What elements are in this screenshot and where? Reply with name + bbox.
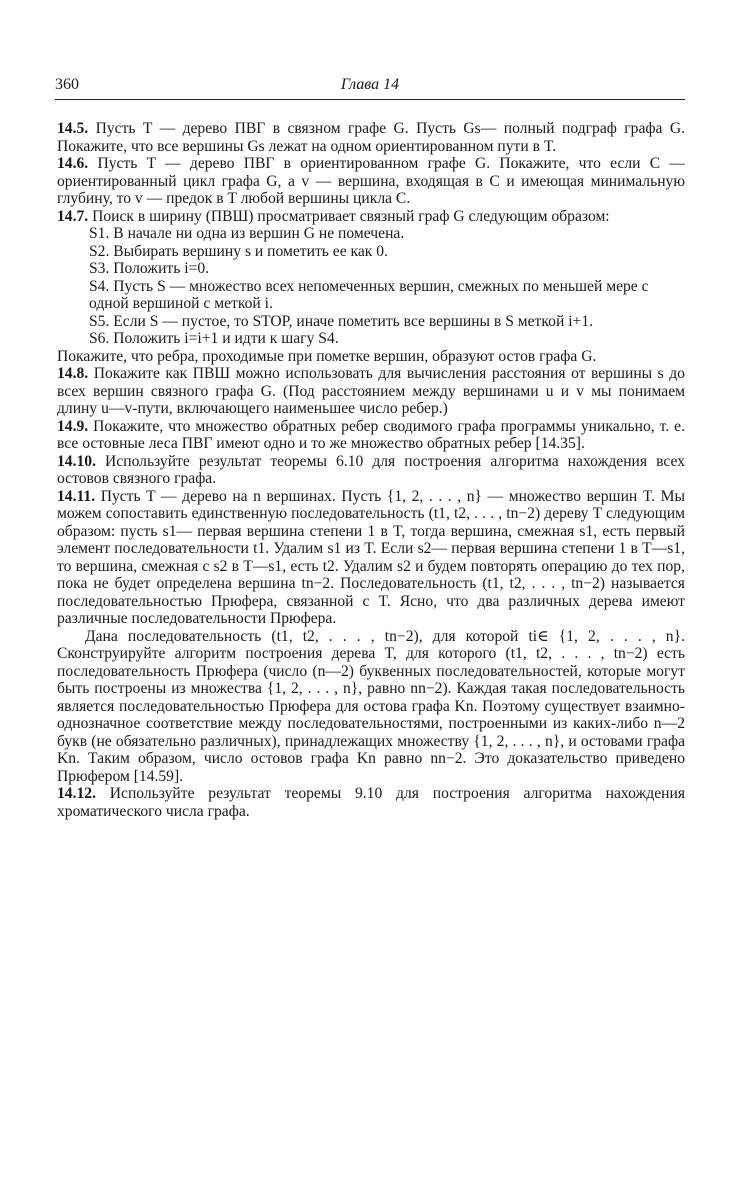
step-s1: S1. В начале ни одна из вершин G не помечена. — [89, 225, 405, 242]
exercise-number: 14.10. — [57, 452, 96, 470]
step-s2: S2. Выбирать вершину s и пометить ее как 0. — [89, 242, 388, 260]
pruefer-paragraph: Дана последовательность (t1, t2, . . . , tn−2), для которой ti∈ {1, 2, . . . , n}. Сконструируйте алгоритм построения дерева T, для которого (t1, t2, . . . , tn−2) есть последовательность Прюфера (число (n—2) буквенных последовательностей, которые могут быть построены из множества {1, 2, . . . , n}, равно nn−2). Каждая такая последовательность является последовательностью Прюфера для остова графа Kn. Поэтому существует взаимно-однозначное соответствие между последовательностями, построенными из каких-либо n—2 букв (не обязательно различных), принадлежащих множеству {1, 2, . . . , n}, и остовами графа Kn. Таким образом, число остовов графа Kn равно nn−2. Это доказательство приведено Прюфером [14.59]. — [57, 627, 685, 785]
exercise-text: Пусть T — дерево ПВГ в ориентированном графе G. Покажите, что если C — ориентированный цикл графа G, a v — вершина, входящая в C и имеющая минимальную глубину, то v — предок в T любой вершины цикла C. — [57, 155, 685, 207]
step-s4: S4. Пусть S — множество всех непомеченных вершин, смежных по меньшей мере с одной вершиной с меткой i. — [89, 277, 649, 312]
exercise-text: Покажите как ПВШ можно использовать для вычисления расстояния от вершины s до всех вершин связного графа G. (Под расстоянием между вершинами u и v мы понимаем длину u—v-пути, включающего наименьшее число ребер.) — [57, 365, 685, 417]
exercise-14-5 — [57, 120, 685, 155]
exercise-text: Покажите, что множество обратных ребер сводимого графа программы уникально, т. е. все остовные леса ПВГ имеют одно и то же множество обратных ребер [14.35]. — [57, 417, 685, 452]
step-s5: S5. Если S — пустое, то STOP, иначе пометить все вершины в S меткой i+1. — [89, 312, 594, 330]
exercise-14-6 — [57, 155, 685, 208]
exercise-14-8 — [57, 365, 685, 418]
page-header — [55, 76, 685, 98]
exercise-14-11 — [57, 488, 685, 628]
exercise-number: 14.6. — [57, 155, 89, 172]
chapter-title: Глава 14 — [340, 76, 400, 93]
exercise-number: 14.5. — [57, 120, 89, 137]
exercise-14-7 — [57, 208, 685, 226]
page-number: 360 — [55, 76, 79, 93]
exercise-number: 14.11. — [57, 487, 96, 505]
exercise-number: 14.9. — [57, 417, 89, 435]
exercise-text: Поиск в ширину (ПВШ) просматривает связный граф G следующим образом: — [92, 207, 610, 225]
exercise-number: 14.12. — [57, 785, 96, 802]
step-s3: S3. Положить i=0. — [89, 260, 210, 277]
exercise-14-9 — [57, 418, 685, 453]
exercise-text: Используйте результат теоремы 6.10 для построения алгоритма нахождения всех остовов связного графа. — [57, 452, 685, 487]
after-steps-text: Покажите, что ребра, проходимые при пометке вершин, образуют остов графа G. — [57, 347, 597, 365]
page-body — [57, 120, 685, 820]
exercise-number: 14.7. — [57, 207, 89, 225]
exercise-text: Используйте результат теоремы 9.10 для построения алгоритма нахождения хроматического числа графа. — [57, 785, 685, 820]
exercise-text: Пусть T — дерево на n вершинах. Пусть {1, 2, . . . , n} — множество вершин T. Мы можем сопоставить единственную последовательность (t1, t2, . . . , tn−2) дереву T следующим образом: пусть s1— первая вершина степени 1 в T, тогда вершина, смежная s1, есть первый элемент последовательности t1. Удалим s1 из T. Если s2— первая вершина степени 1 в T—s1, то вершина, смежная с s2 в T—s1, есть t2. Удалим s2 и будем повторять операцию до тех пор, пока не будет определена вершина tn−2. Последовательность (t1, t2, . . . , tn−2) называется последовательностью Прюфера, связанной с T. Ясно, что два различных дерева имеют различные последовательности Прюфера. — [57, 487, 685, 627]
exercise-text: Пусть T — дерево ПВГ в связном графе G. Пусть Gs— полный подграф графа G. Покажите, что все вершины Gs лежат на одном ориентированном пути в T. — [57, 120, 685, 155]
step-s6: S6. Положить i=i+1 и идти к шагу S4. — [89, 330, 339, 347]
exercise-14-10 — [57, 453, 685, 488]
header-rule — [55, 99, 685, 100]
exercise-number: 14.8. — [57, 365, 89, 382]
exercise-14-12 — [57, 785, 685, 820]
